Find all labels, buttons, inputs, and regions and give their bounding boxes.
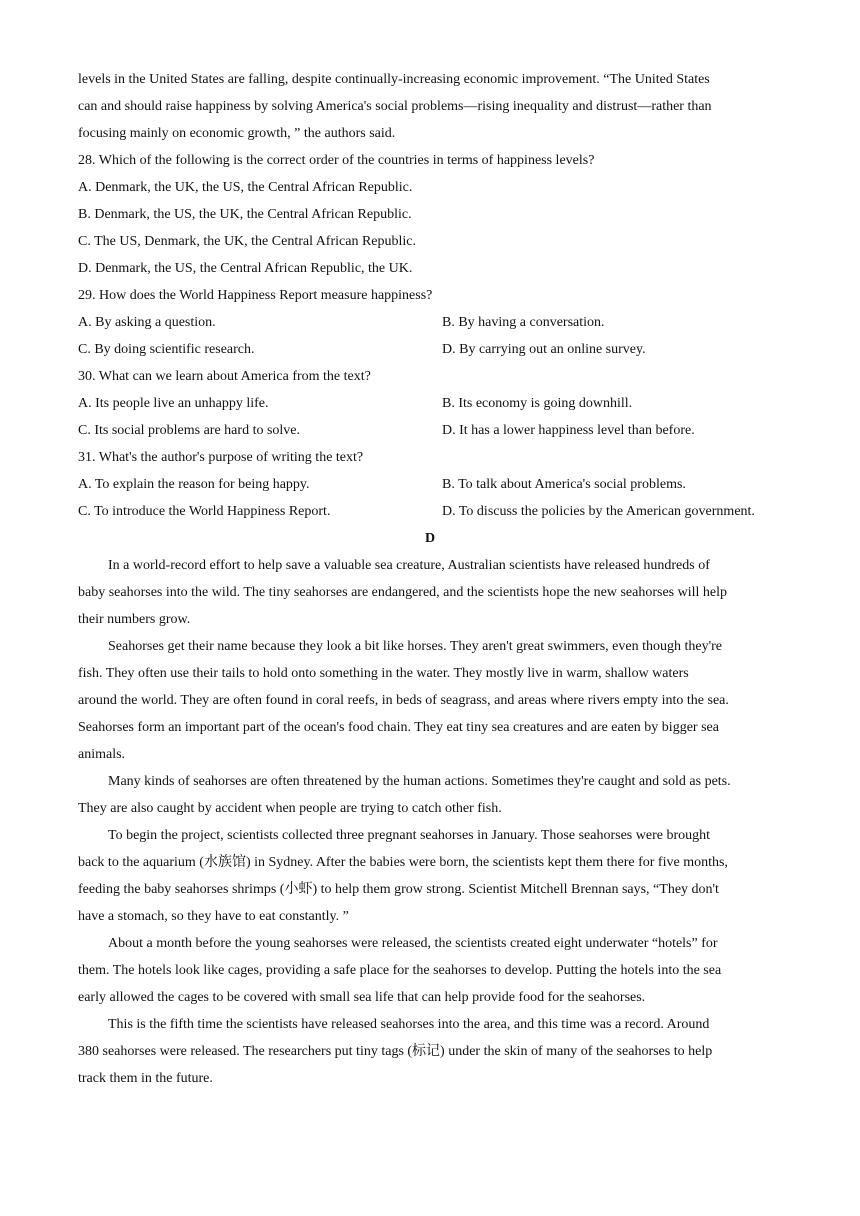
passage-line: track them in the future. <box>78 1071 213 1086</box>
passage-line: back to the aquarium (水族馆) in Sydney. After the babies were born, the scientists kept them there for five months, <box>78 855 728 870</box>
question-28-option-d: D. Denmark, the US, the Central African Republic, the UK. <box>78 261 413 276</box>
question-28-option-c: C. The US, Denmark, the UK, the Central African Republic. <box>78 234 416 249</box>
question-29-option-c: C. By doing scientific research. <box>78 342 255 357</box>
question-28-stem: 28. Which of the following is the correct order of the countries in terms of happiness levels? <box>78 153 595 168</box>
passage-line: around the world. They are often found in coral reefs, in beds of seagrass, and areas where rivers empty into the sea. <box>78 693 729 708</box>
passage-line: Many kinds of seahorses are often threatened by the human actions. Sometimes they're caught and sold as pets. <box>108 774 731 789</box>
question-29-option-a: A. By asking a question. <box>78 315 216 330</box>
passage-line: They are also caught by accident when people are trying to catch other fish. <box>78 801 502 816</box>
passage-line: early allowed the cages to be covered with small sea life that can help provide food for the seahorses. <box>78 990 646 1005</box>
intro-line: focusing mainly on economic growth, ” the authors said. <box>78 126 396 141</box>
passage-line: feeding the baby seahorses shrimps (小虾) to help them grow strong. Scientist Mitchell Brennan says, “They don't <box>78 882 719 897</box>
question-29-stem: 29. How does the World Happiness Report measure happiness? <box>78 288 433 303</box>
intro-line: can and should raise happiness by solving America's social problems—rising inequality and distrust—rather than <box>78 99 712 114</box>
question-30-option-a: A. Its people live an unhappy life. <box>78 396 269 411</box>
question-28-option-b: B. Denmark, the US, the UK, the Central African Republic. <box>78 207 412 222</box>
passage-line: have a stomach, so they have to eat constantly. ” <box>78 909 349 924</box>
question-31-option-c: C. To introduce the World Happiness Report. <box>78 504 331 519</box>
passage-line: animals. <box>78 747 126 762</box>
question-29-option-b: B. By having a conversation. <box>442 315 605 330</box>
passage-line: fish. They often use their tails to hold onto something in the water. They mostly live in warm, shallow waters <box>78 666 689 681</box>
question-31-option-d: D. To discuss the policies by the American government. <box>442 504 755 519</box>
passage-line: This is the fifth time the scientists have released seahorses into the area, and this time was a record. Around <box>108 1017 710 1032</box>
passage-line: 380 seahorses were released. The researchers put tiny tags (标记) under the skin of many of the seahorses to help <box>78 1044 713 1059</box>
question-30-option-d: D. It has a lower happiness level than before. <box>442 423 695 438</box>
question-29-option-d: D. By carrying out an online survey. <box>442 342 646 357</box>
passage-line: About a month before the young seahorses were released, the scientists created eight underwater “hotels” for <box>108 936 718 951</box>
question-31-stem: 31. What's the author's purpose of writing the text? <box>78 450 364 465</box>
passage-line: Seahorses get their name because they look a bit like horses. They aren't great swimmers, even though they're <box>108 639 722 654</box>
question-31-option-a: A. To explain the reason for being happy. <box>78 477 310 492</box>
question-30-option-c: C. Its social problems are hard to solve. <box>78 423 301 438</box>
passage-line: their numbers grow. <box>78 612 191 627</box>
passage-line: baby seahorses into the wild. The tiny seahorses are endangered, and the scientists hope the new seahorses will help <box>78 585 728 600</box>
passage-line: In a world-record effort to help save a valuable sea creature, Australian scientists have released hundreds of <box>108 558 710 573</box>
question-31-option-b: B. To talk about America's social problems. <box>442 477 686 492</box>
passage-line: To begin the project, scientists collected three pregnant seahorses in January. Those seahorses were brought <box>108 828 710 843</box>
intro-line: levels in the United States are falling, despite continually-increasing economic improvement. “The United States <box>78 72 710 87</box>
question-28-option-a: A. Denmark, the UK, the US, the Central African Republic. <box>78 180 413 195</box>
passage-line: them. The hotels look like cages, providing a safe place for the seahorses to develop. Putting the hotels into the sea <box>78 963 722 978</box>
question-30-stem: 30. What can we learn about America from the text? <box>78 369 371 384</box>
section-heading: D <box>424 531 436 546</box>
question-30-option-b: B. Its economy is going downhill. <box>442 396 633 411</box>
passage-line: Seahorses form an important part of the ocean's food chain. They eat tiny sea creatures and are eaten by bigger sea <box>78 720 719 735</box>
